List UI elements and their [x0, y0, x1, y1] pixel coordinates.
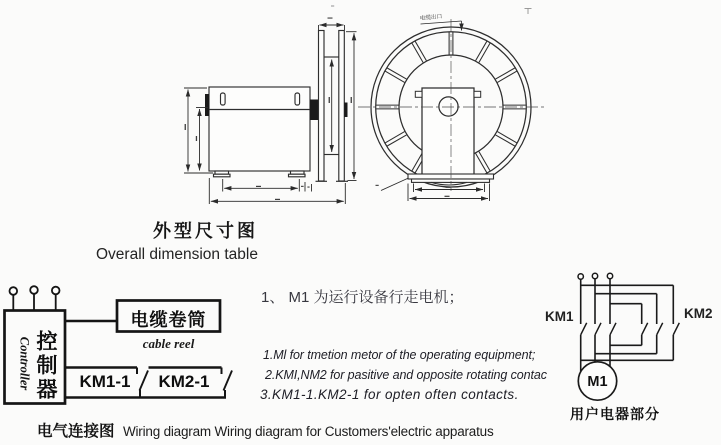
footer-caption-cn: 电气连接图: [37, 423, 115, 440]
motor-label: M1: [587, 373, 608, 390]
note-line-en3: 3.KM1-1.KM2-1 for opten often contacts.: [260, 386, 519, 402]
note-line-cn: 1、 M1 为运行设备行走电机；: [261, 289, 464, 306]
dimension-caption-cn: 外型尺寸图: [153, 221, 258, 241]
stray-mark: [525, 9, 532, 15]
controller-label-en: Controller: [17, 336, 32, 391]
flange-disc-left: [319, 31, 325, 182]
footer-caption-en: Wiring diagram Wiring diagram for Customers'electric apparatus: [122, 424, 494, 439]
dimension-caption-en: Overall dimension table: [96, 246, 258, 263]
controller-label-cn: 控制器: [34, 330, 57, 402]
cable-reel-label-cn: 电缆卷筒: [130, 310, 207, 330]
controller-terminals: [10, 286, 60, 311]
contactor-blades: [581, 323, 680, 335]
contact-label-km1-1: KM1-1: [79, 372, 131, 391]
shaft-hole: [439, 97, 458, 116]
customer-circuit-caption: 用户电器部分: [570, 406, 660, 422]
supply-terminals: [578, 273, 613, 279]
contactor-label-km1: KM1: [545, 309, 574, 324]
side-view-drawing: [205, 31, 348, 182]
contactor-label-km2: KM2: [684, 306, 713, 321]
cable-outlet-label: 电缆出口: [419, 14, 443, 22]
shaft-hub: [310, 100, 318, 121]
note-line-en1: 1.Ml for tmetion metor of the operating equipment;: [263, 348, 536, 362]
note-line-en2: 2.KMI,NM2 for pasitive and opposite rotating contac: [265, 367, 547, 382]
contact-label-km2-1: KM2-1: [158, 372, 210, 391]
footer-caption: [37, 419, 494, 441]
cable-reel-label-en: cable reel: [142, 336, 195, 351]
flange-disc-right: [339, 31, 345, 182]
